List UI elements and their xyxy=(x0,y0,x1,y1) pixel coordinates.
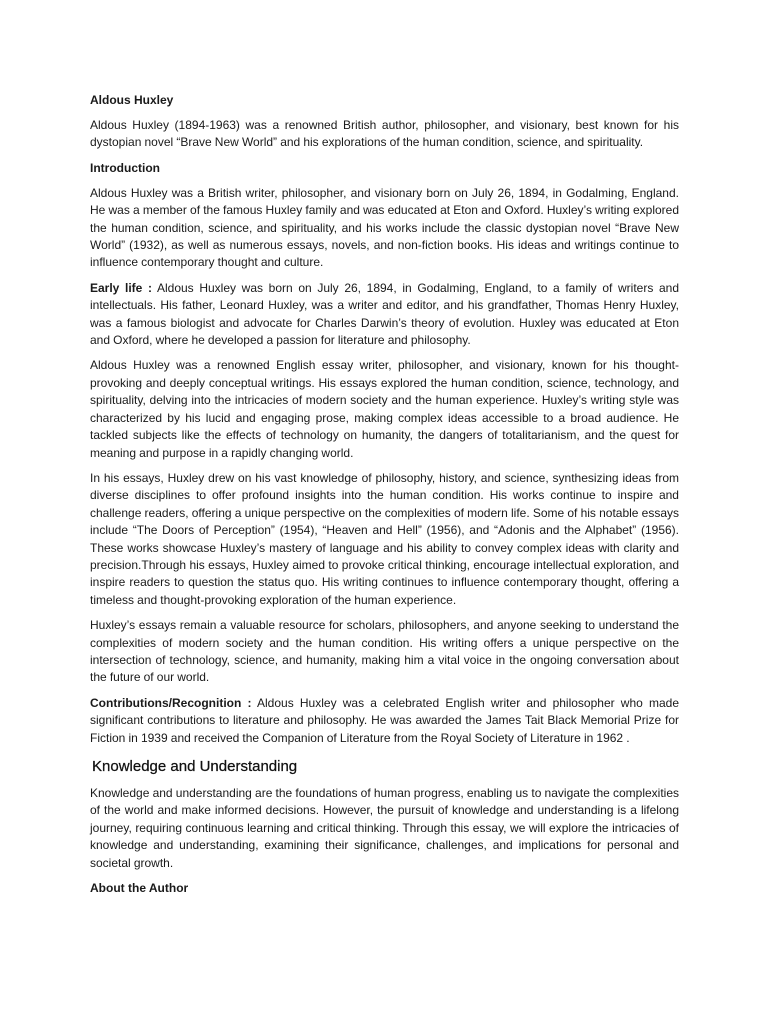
knowledge-section-title: Knowledge and Understanding xyxy=(92,758,298,775)
early-life-paragraph xyxy=(90,280,679,350)
document-body xyxy=(90,92,679,905)
early-life-label: Early life : xyxy=(90,280,152,295)
introduction-paragraph: Aldous Huxley was a British writer, philosopher, and visionary born on July 26, 1894, in Godalming, England. He was a member of the famous Huxley family and was educated at Eton and Oxford. Huxley’s writing explored the human condition, science, and spirituality, and his works include the classic dystopian novel “Brave New World” (1932), as well as numerous essays, novels, and non-fiction books. His ideas and writings continue to influence contemporary thought and culture. xyxy=(90,185,679,270)
contributions-text: Aldous Huxley was a celebrated English writer and philosopher who made significant contributions to literature and philosophy. He was awarded the James Tait Black Memorial Prize for Fiction in 1939 and received the Companion of Literature from the Royal Society of Literature in 1962 . xyxy=(90,695,679,745)
essays-paragraph: In his essays, Huxley drew on his vast knowledge of philosophy, history, and science, synthesizing ideas from diverse disciplines to offer profound insights into the human condition. His works continue to inspire and challenge readers, offering a unique perspective on the complexities of modern life. Some of his notable essays include “The Doors of Perception” (1954), “Heaven and Hell” (1956), and “Adonis and the Alphabet” (1956). These works showcase Huxley’s mastery of language and his ability to convey complex ideas with clarity and precision.Through his essays, Huxley aimed to provoke critical thinking, encourage intellectual exploration, and inspire readers to question the status quo. His writing continues to influence contemporary thought, offering a timeless and thought-provoking exploration of the human experience. xyxy=(90,470,679,607)
introduction-heading: Introduction xyxy=(90,160,160,175)
essayist-paragraph: Aldous Huxley was a renowned English essay writer, philosopher, and visionary, known for his thought-provoking and deeply conceptual writings. His essays explored the human condition, science, technology, and spirituality, delving into the intricacies of modern society and the human experience. Huxley’s writing style was characterized by his lucid and engaging prose, making complex ideas accessible to a broad audience. He tackled subjects like the effects of technology on humanity, the dangers of totalitarianism, and the quest for meaning and purpose in a rapidly changing world. xyxy=(90,358,679,460)
early-life-text: Aldous Huxley was born on July 26, 1894, in Godalming, England, to a family of writers and intellectuals. His father, Leonard Huxley, was a writer and editor, and his grandfather, Thomas Henry Huxley, was a famous biologist and advocate for Charles Darwin’s theory of evolution. Huxley was educated at Eton and Oxford, where he developed a passion for literature and philosophy. xyxy=(90,280,679,348)
document-title: Aldous Huxley xyxy=(90,93,174,107)
knowledge-paragraph: Knowledge and understanding are the foundations of human progress, enabling us to navigate the complexities of the world and make informed decisions. However, the pursuit of knowledge and understanding is a lifelong journey, requiring continuous learning and critical thinking. Through this essay, we will explore the intricacies of knowledge and understanding, examining their significance, challenges, and implications for personal and societal growth. xyxy=(90,786,679,870)
summary-paragraph: Aldous Huxley (1894-1963) was a renowned British author, philosopher, and visionary, best known for his dystopian novel “Brave New World” and his explorations of the human condition, science, and spirituality. xyxy=(90,118,679,150)
contributions-paragraph xyxy=(90,695,679,747)
contributions-label: Contributions/Recognition : xyxy=(90,695,252,710)
about-author-heading: About the Author xyxy=(90,881,189,896)
legacy-paragraph: Huxley’s essays remain a valuable resource for scholars, philosophers, and anyone seeking to understand the complexities of modern society and the human condition. His writing offers a unique perspective on the intersection of technology, science, and humanity, making him a vital voice in the ongoing conversation about the future of our world. xyxy=(90,618,679,685)
